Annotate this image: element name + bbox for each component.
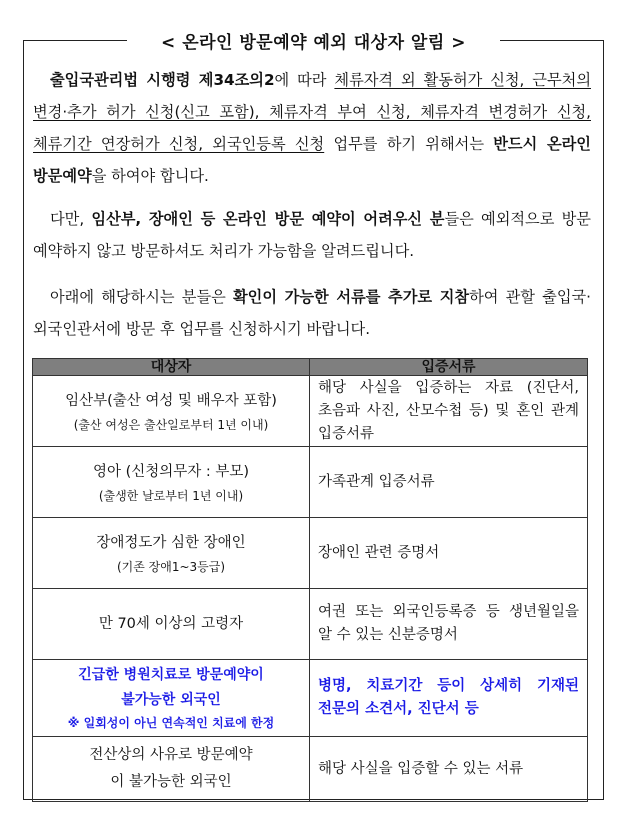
target-cell	[33, 737, 310, 802]
target-cell	[33, 589, 310, 660]
target-sub: ※ 일회성이 아닌 연속적인 치료에 한정	[67, 716, 275, 730]
table-row	[33, 518, 588, 589]
affected-services: 체류자격 외 활동허가 신청, 근무처의 변경·추가 허가 신청(신고 포함), 체류자격 부여 신청, 체류자격 변경허가 신청, 체류기간 연장허가 신청, 외국인등록 신청	[33, 71, 591, 153]
target-cell	[33, 518, 310, 589]
document-cell-highlighted: 병명, 치료기간 등이 상세히 기재된 전문의 소견서, 진단서 등	[310, 660, 588, 737]
exception-targets: 임산부, 장애인 등 온라인 방문 예약이 어려우신 분	[91, 210, 445, 228]
exception-table	[32, 358, 588, 802]
target-main: 만 70세 이상의 고령자	[98, 615, 244, 632]
table-row	[33, 447, 588, 518]
table-row	[33, 660, 588, 737]
para3-text-a: 아래에 해당하시는 분들은	[50, 288, 233, 306]
frame-top-rule-left	[23, 40, 127, 41]
target-cell-highlighted	[33, 660, 310, 737]
para2-text-a: 다만,	[50, 210, 92, 228]
paragraph-exception	[33, 203, 591, 267]
para2-text-b: 들은 예외적으로 방문 예약하지 않고 방문하셔도 처리가 가능함을 알려드립니다.	[33, 210, 591, 260]
table-row	[33, 589, 588, 660]
mandatory-reservation: 반드시 온라인 방문예약	[33, 135, 591, 185]
document-cell: 장애인 관련 증명서	[310, 518, 588, 589]
bring-documents: 확인이 가능한 서류를 추가로 지참	[233, 288, 470, 306]
table-row	[33, 737, 588, 802]
document-cell: 여권 또는 외국인등록증 등 생년월일을 알 수 있는 신분증명서	[310, 589, 588, 660]
target-main: 전산상의 사유로 방문예약이 불가능한 외국인	[89, 747, 253, 790]
target-cell	[33, 447, 310, 518]
target-cell	[33, 376, 310, 447]
document-cell: 해당 사실을 입증하는 자료 (진단서, 초음파 사진, 산모수첩 등) 및 혼인 관계 입증서류	[310, 376, 588, 447]
target-main: 장애정도가 심한 장애인	[96, 534, 246, 551]
target-sub: (기존 장애1~3등급)	[116, 559, 226, 574]
header-documents: 입증서류	[310, 359, 588, 376]
target-main: 영아 (신청의무자 : 부모)	[92, 463, 250, 480]
table-header-row	[33, 359, 588, 376]
target-sub: (출산 여성은 출산일로부터 1년 이내)	[73, 417, 269, 432]
law-reference: 출입국관리법 시행령 제34조의2	[50, 71, 275, 89]
paragraph-instructions	[33, 281, 591, 345]
target-main: 임산부(출산 여성 및 배우자 포함)	[65, 392, 277, 409]
target-sub: (출생한 날로부터 1년 이내)	[98, 488, 244, 503]
para1-text-c: 을 하여야 합니다.	[91, 167, 209, 185]
target-main: 긴급한 병원치료로 방문예약이 불가능한 외국인	[78, 667, 264, 708]
para1-text-a: 에 따라	[274, 71, 335, 89]
table-row	[33, 376, 588, 447]
header-target: 대상자	[33, 359, 310, 376]
para1-text-b: 업무를 하기 위해서는	[324, 135, 494, 153]
para3-text-b: 하여 관할 출입국·외국인관서에 방문 후 업무를 신청하시기 바랍니다.	[33, 288, 591, 338]
document-cell: 가족관계 입증서류	[310, 447, 588, 518]
notice-title: < 온라인 방문예약 예외 대상자 알림 >	[161, 33, 466, 53]
frame-top-rule-right	[500, 40, 604, 41]
paragraph-legal-basis	[33, 64, 591, 192]
document-cell: 해당 사실을 입증할 수 있는 서류	[310, 737, 588, 802]
